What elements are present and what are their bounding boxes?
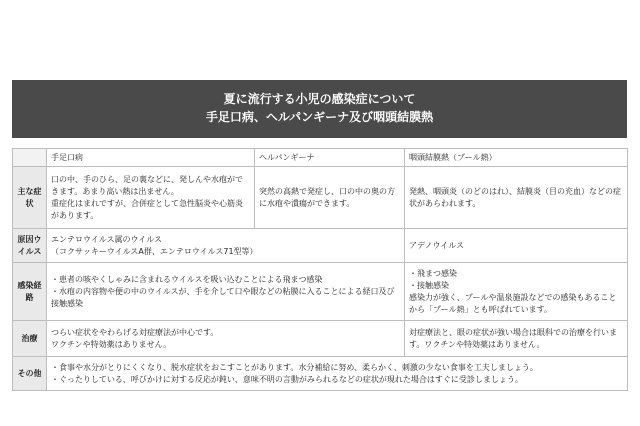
row-header-other: その他 <box>13 357 47 391</box>
cell-route-entero <box>47 263 405 321</box>
text-line: ワクチンや特効薬はありません。 <box>51 339 172 349</box>
text-line: エンテロウイルス属のウイルス <box>51 234 163 244</box>
text-line: つらい症状をやわらげる対症療法が中心です。 <box>51 327 219 337</box>
cell-treatment-entero <box>47 321 405 357</box>
text-line: （コクサッキーウイルスA群、エンテロウイルス71型等） <box>51 246 258 256</box>
table-row-route <box>13 263 628 321</box>
cell-treatment-adeno: 対症療法と、眼の症状が強い場合は眼科での治療を行います。ワクチンや特効薬はありません。 <box>405 321 628 357</box>
table-row-treatment <box>13 321 628 357</box>
table-row-virus <box>13 229 628 263</box>
title-line-1: 夏に流行する小児の感染症について <box>223 92 416 106</box>
title-banner <box>12 80 627 138</box>
text-line: 感染力が強く、プールや温泉施設などでの感染もあることから「プール熱」とも呼ばれています。 <box>409 292 617 314</box>
column-header-herpangina: ヘルパンギーナ <box>255 149 405 167</box>
cell-symptoms-hfmd <box>47 167 255 229</box>
row-header-virus: 原因ウイルス <box>13 229 47 263</box>
column-header-hfmd: 手足口病 <box>47 149 255 167</box>
cell-virus-adeno: アデノウイルス <box>405 229 628 263</box>
row-header-symptoms: 主な症状 <box>13 167 47 229</box>
row-header-route: 感染経路 <box>13 263 47 321</box>
column-header-pcf: 咽頭結膜熱（プール熱） <box>405 149 628 167</box>
text-line: 重症化はまれですが、合併症として急性脳炎や心筋炎があります。 <box>51 198 243 220</box>
cell-symptoms-pcf: 発熱、咽頭炎（のどのはれ）、結膜炎（目の充血）などの症状があらわれます。 <box>405 167 628 229</box>
infection-table <box>12 148 628 391</box>
text-line: 口の中、手のひら、足の裏などに、発しんや水疱ができます。あまり高い熱は出ません。 <box>51 174 243 196</box>
cell-symptoms-herpangina: 突然の高熱で発症し、口の中の奥の方に水疱や潰瘍ができます。 <box>255 167 405 229</box>
text-line: ・ぐったりしている、呼びかけに対する反応が鈍い、意味不明の言動がみられるなどの症状が現れた場合はすぐに受診しましょう。 <box>51 374 523 384</box>
cell-route-adeno <box>405 263 628 321</box>
row-header-treatment: 治療 <box>13 321 47 357</box>
text-line: ・患者の咳やくしゃみに含まれるウイルスを吸い込むことによる飛まつ感染 <box>51 274 323 284</box>
cell-other <box>47 357 628 391</box>
table-row-other <box>13 357 628 391</box>
text-line: ・食事や水分がとりにくくなり、脱水症状をおこすことがあります。水分補給に努め、柔らかく、刺激の少ない食事を工夫しましょう。 <box>51 362 538 372</box>
text-line: ・接触感染 <box>409 280 449 290</box>
text-line: ・飛まつ感染 <box>409 268 457 278</box>
table-row-symptoms <box>13 167 628 229</box>
corner-cell <box>13 149 47 167</box>
text-line: ・水疱の内容物や便の中のウイルスが、手を介して口や眼などの粘膜に入ることによる経口及び接触感染 <box>51 286 395 308</box>
title-line-2: 手足口病、ヘルパンギーナ及び咽頭結膜熱 <box>205 110 434 124</box>
table-header-row <box>13 149 628 167</box>
cell-virus-entero <box>47 229 405 263</box>
